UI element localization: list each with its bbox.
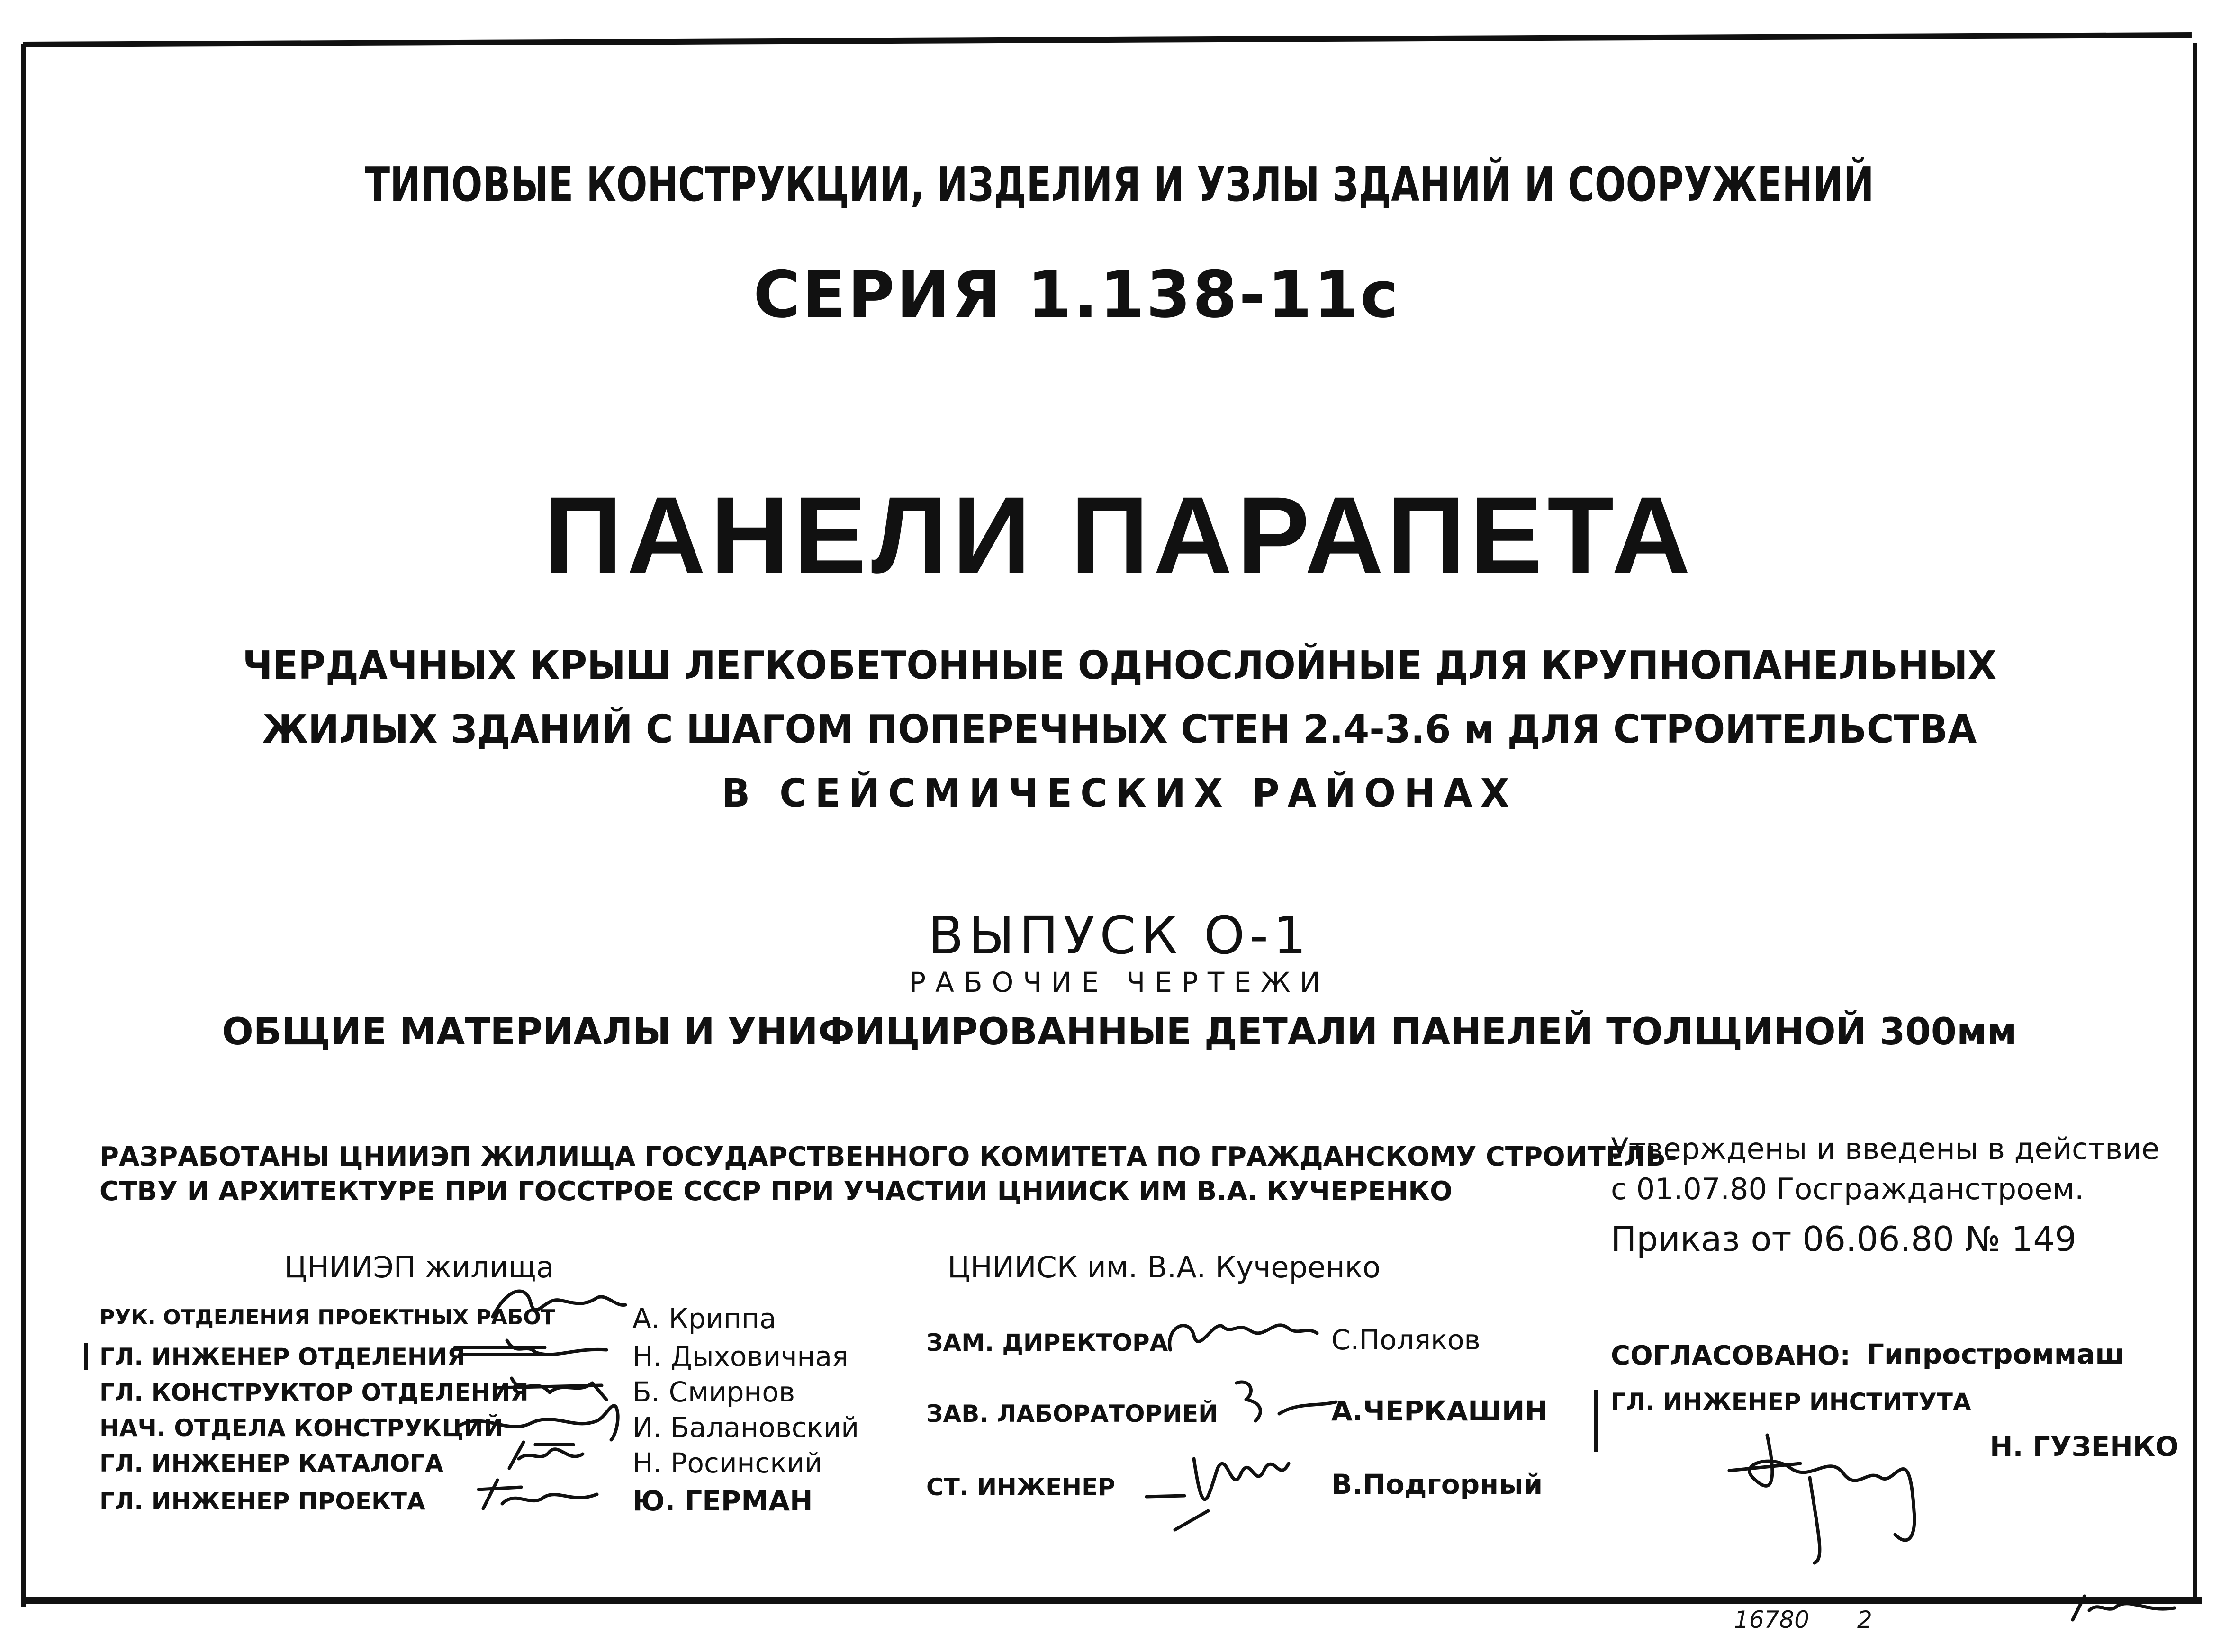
signatory-role: НАЧ. ОТДЕЛА КОНСТРУКЦИЙ: [99, 1414, 504, 1442]
signature-dykhovichnaya: [450, 1333, 621, 1366]
subtitle-line-3: В СЕЙСМИЧЕСКИХ РАЙОНАХ: [722, 771, 1517, 816]
org-mid-name: ЦНИИСК им. В.А. Кучеренко: [948, 1250, 1381, 1284]
collection-title: ТИПОВЫЕ КОНСТРУКЦИИ, ИЗДЕЛИЯ И УЗЛЫ ЗДАНИЙ И СООРУЖЕНИЙ: [365, 157, 1874, 212]
signatory-name: Н. Росинский: [632, 1447, 822, 1479]
signature-guzenko: [1715, 1426, 1933, 1568]
signatory-role: СТ. ИНЖЕНЕР: [926, 1473, 1115, 1501]
signature-cherkashin: [1222, 1374, 1345, 1430]
agreed-label: СОГЛАСОВАНО:: [1611, 1340, 1851, 1371]
signatory-name: Н. Дыховичная: [632, 1340, 849, 1373]
frame-border-bottom: [23, 1597, 2202, 1604]
agreed-org: Гипростроммаш: [1867, 1338, 2124, 1370]
developer-line-2: СТВУ И АРХИТЕКТУРЕ ПРИ ГОССТРОЕ СССР ПРИ УЧАСТИИ ЦНИИСК ИМ В.А. КУЧЕРЕНКО: [99, 1176, 1453, 1207]
signature-polyakov: [1161, 1307, 1322, 1359]
document-title: ПАНЕЛИ ПАРАПЕТА: [543, 474, 1695, 596]
signature-german: [474, 1475, 611, 1518]
signature-corner: [2066, 1591, 2189, 1625]
signature-podgorny: [1137, 1440, 1293, 1535]
org-left-name: ЦНИИЭП жилища: [284, 1250, 554, 1284]
issue-contents: ОБЩИЕ МАТЕРИАЛЫ И УНИФИЦИРОВАННЫЕ ДЕТАЛИ ПАНЕЛЕЙ ТОЛЩИНОЙ 300мм: [222, 1011, 2017, 1053]
approval-order: Приказ от 06.06.80 № 149: [1611, 1219, 2077, 1259]
signatory-role: ЗАМ. ДИРЕКТОРА: [926, 1329, 1168, 1356]
signature-krippa: [488, 1279, 630, 1331]
signatory-role: ГЛ. ИНЖЕНЕР КАТАЛОГА: [99, 1450, 443, 1477]
agreed-role: ГЛ. ИНЖЕНЕР ИНСТИТУТА: [1611, 1388, 1971, 1416]
signatory-name: А.ЧЕРКАШИН: [1331, 1395, 1548, 1427]
signatory-role: ГЛ. ИНЖЕНЕР ОТДЕЛЕНИЯ: [99, 1343, 466, 1371]
approval-line-2: с 01.07.80 Госгражданстроем.: [1611, 1172, 2084, 1206]
signatory-name: С.Поляков: [1331, 1324, 1481, 1356]
agreed-name: Н. ГУЗЕНКО: [1990, 1430, 2179, 1463]
frame-border-left: [21, 44, 26, 1607]
signatory-name: В.Подгорный: [1331, 1468, 1543, 1500]
signatory-role: ГЛ. ИНЖЕНЕР ПРОЕКТА: [99, 1488, 425, 1515]
signatory-name: И. Балановский: [632, 1411, 859, 1444]
footer-doc-number: 16780: [1734, 1606, 1810, 1634]
issue-label: ВЫПУСК О-1: [928, 905, 1311, 966]
issue-type: РАБОЧИЕ ЧЕРТЕЖИ: [909, 966, 1330, 998]
signatory-role: ЗАВ. ЛАБОРАТОРИЕЙ: [926, 1400, 1219, 1428]
developer-line-1: РАЗРАБОТАНЫ ЦНИИЭП ЖИЛИЩА ГОСУДАРСТВЕННОГО КОМИТЕТА ПО ГРАЖДАНСКОМУ СТРОИТЕЛЬ-: [99, 1141, 1677, 1172]
signatory-name: Ю. ГЕРМАН: [632, 1485, 813, 1517]
footer-page-number: 2: [1857, 1606, 1872, 1634]
margin-mark-left: [84, 1343, 88, 1370]
frame-border-top: [23, 32, 2192, 47]
subtitle-line-2: ЖИЛЫХ ЗДАНИЙ С ШАГОМ ПОПЕРЕЧНЫХ СТЕН 2.4-3.6 м ДЛЯ СТРОИТЕЛЬСТВА: [262, 707, 1977, 752]
frame-border-right: [2193, 43, 2197, 1601]
signatory-name: Б. Смирнов: [632, 1376, 795, 1408]
signature-rosinsky: [502, 1435, 597, 1478]
approval-line-1: Утверждены и введены в действие: [1611, 1131, 2160, 1166]
series-number: СЕРИЯ 1.138-11с: [753, 258, 1400, 332]
signatory-role: ГЛ. КОНСТРУКТОР ОТДЕЛЕНИЯ: [99, 1379, 529, 1406]
signatory-name: А. Криппа: [632, 1302, 776, 1335]
margin-mark-right: [1594, 1390, 1598, 1452]
subtitle-line-1: ЧЕРДАЧНЫХ КРЫШ ЛЕГКОБЕТОННЫЕ ОДНОСЛОЙНЫЕ ДЛЯ КРУПНОПАНЕЛЬНЫХ: [242, 643, 1997, 688]
signatory-role: РУК. ОТДЕЛЕНИЯ ПРОЕКТНЫХ РАБОТ: [99, 1305, 555, 1329]
